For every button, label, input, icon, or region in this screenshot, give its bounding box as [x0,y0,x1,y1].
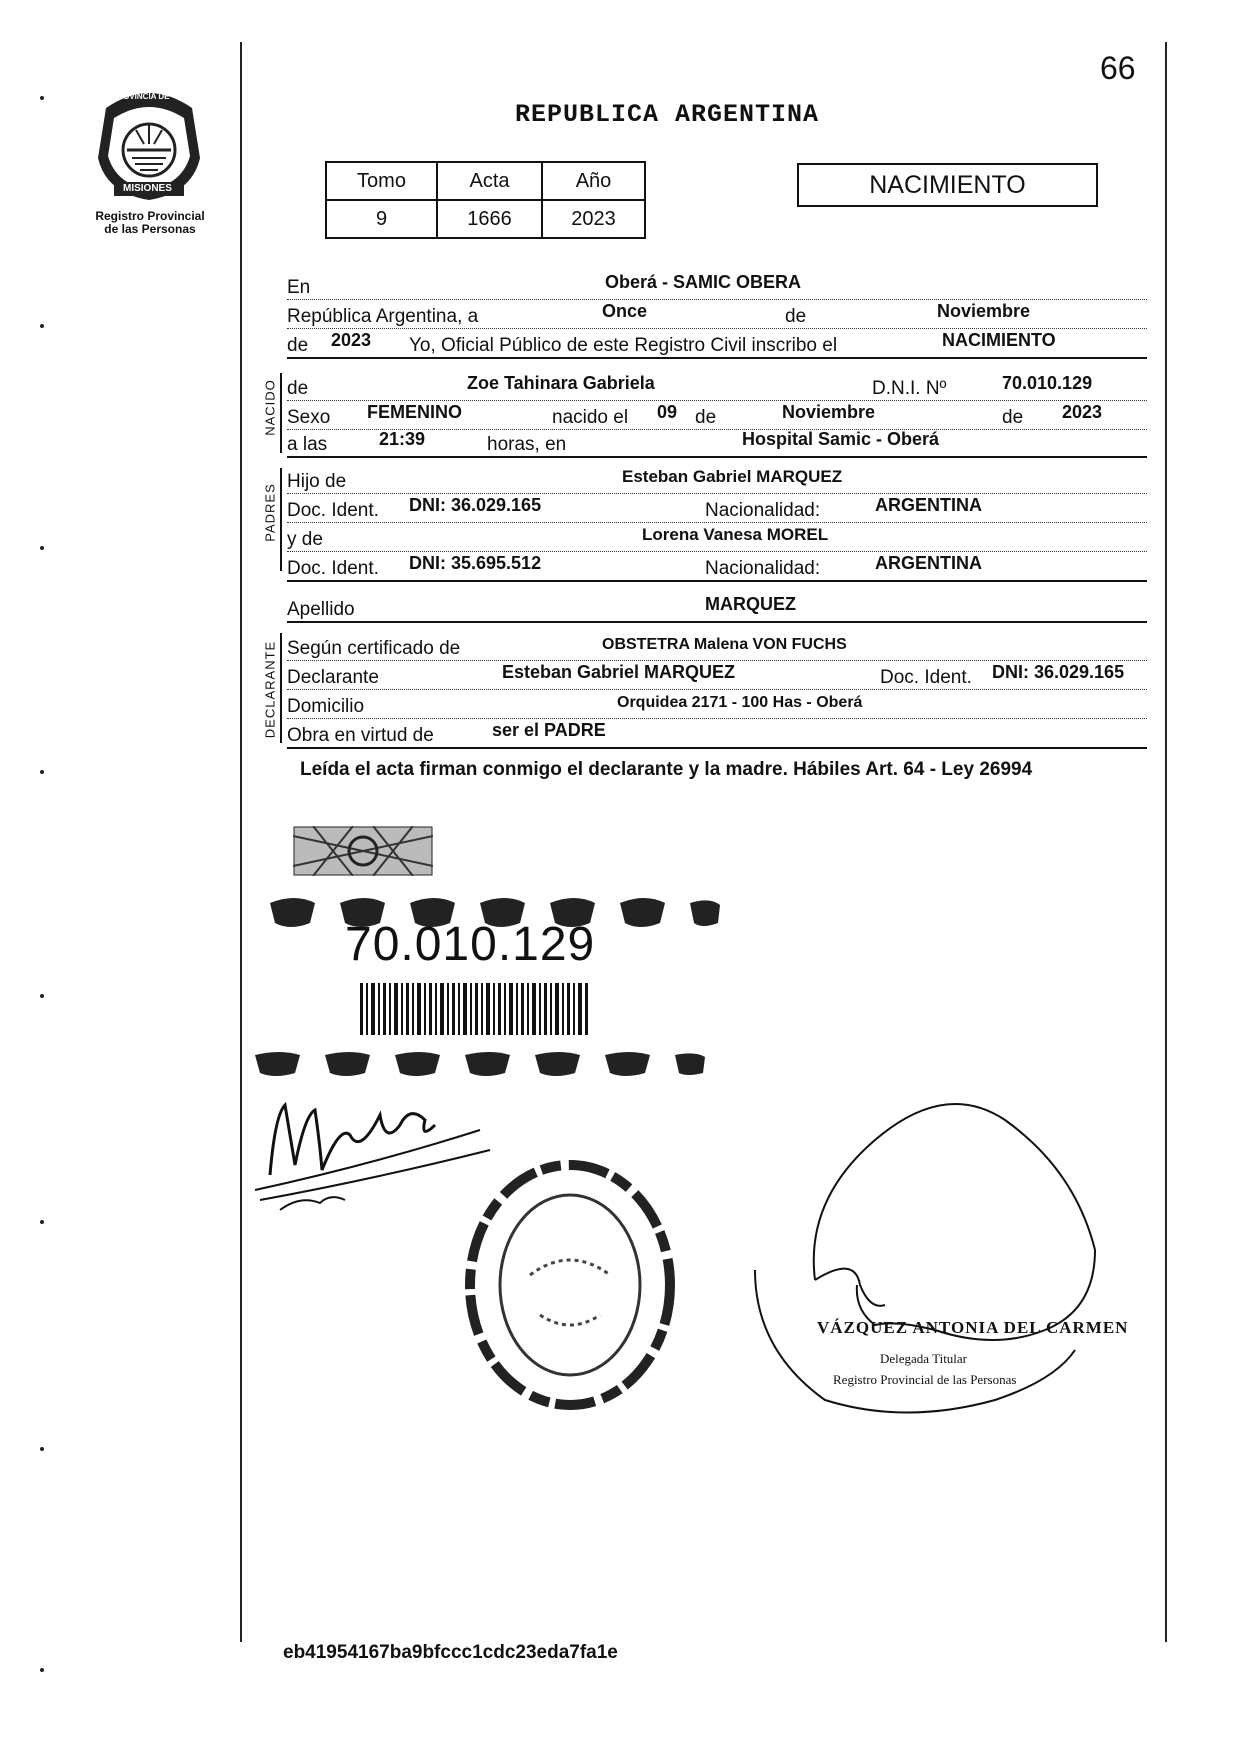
month-value: Noviembre [937,301,1031,321]
hijo-label: Hijo de [287,471,347,492]
nacido-bracket [280,373,282,453]
binder-dot [40,324,44,328]
child-name-value: Zoe Tahinara Gabriela [467,373,655,393]
nacido-de3-label: de [1002,407,1024,428]
virtue-value: ser el PADRE [492,720,606,740]
row-apellido [287,593,1147,623]
apellido-label: Apellido [287,599,355,620]
sexo-value: FEMENINO [367,402,463,422]
a-las-label: a las [287,434,328,455]
barcode [360,983,592,1035]
record-value: NACIMIENTO [942,330,1056,350]
binder-dot [40,1447,44,1451]
registry-caption-line2: de las Personas [104,222,196,236]
row-certificado [287,632,1147,661]
en-label: En [287,277,311,298]
nacido-el-label: nacido el [552,407,629,428]
apellido-value: MARQUEZ [705,594,796,614]
father-nationality-value: ARGENTINA [875,495,982,515]
declarante-value: Esteban Gabriel MARQUEZ [502,662,736,682]
declarante-label: Declarante [287,667,379,688]
father-doc-label: Doc. Ident. [287,500,379,521]
cert-label: Según certificado de [287,638,461,659]
row-padre-doc [287,494,1147,523]
row-virtud [287,719,1147,749]
page-number: 66 [1100,50,1136,86]
declarante-section-label: DECLARANTE [262,640,278,739]
father-doc-value: DNI: 36.029.165 [409,495,542,515]
place-value: Oberá - SAMIC OBERA [605,272,802,292]
left-margin-line [240,42,242,1642]
domicilio-label: Domicilio [287,696,365,717]
day-word-value: Once [602,301,648,321]
binder-dot [40,96,44,100]
record-type-box: NACIMIENTO [797,163,1098,207]
binder-dot [40,1668,44,1672]
mother-doc-value: DNI: 35.695.512 [409,553,542,573]
birth-month-value: Noviembre [782,402,876,422]
declarante-doc-value: DNI: 36.029.165 [992,662,1125,682]
row-madre-doc [287,552,1147,582]
row-nacido-name [287,372,1147,401]
header-ano: Año [542,162,645,200]
declarante-bracket [280,633,282,743]
binder-dot [40,770,44,774]
row-hora [287,428,1147,458]
logo-bottom-text: MISIONES [123,183,172,194]
year-value: 2023 [331,330,372,350]
row-inscribo [287,329,1147,359]
stamp-office: Registro Provincial de las Personas [833,1372,1017,1387]
mother-doc-label: Doc. Ident. [287,558,379,579]
stamp-official-role: Delegada Titular [880,1351,968,1366]
value-tomo: 9 [326,200,437,238]
security-hologram [293,826,433,876]
binder-dot [40,546,44,550]
registry-caption [80,210,220,236]
binder-dot [40,1220,44,1224]
de-label: de [785,306,807,327]
cert-value: OBSTETRA Malena VON FUCHS [602,636,847,653]
stamp-official-name: VÁZQUEZ ANTONIA DEL CARMEN [817,1318,1129,1337]
mother-value: Lorena Vanesa MOREL [642,525,829,544]
nacido-section-label: NACIDO [262,379,278,436]
horas-label: horas, en [487,434,567,455]
declarante-doc-label: Doc. Ident. [880,667,972,688]
sexo-label: Sexo [287,407,331,428]
time-value: 21:39 [379,429,426,449]
row-declarante [287,661,1147,690]
birth-day-value: 09 [657,402,678,422]
obra-label: Obra en virtud de [287,725,434,746]
registry-table [325,161,646,239]
binder-dot [40,994,44,998]
header-acta: Acta [437,162,542,200]
mother-nationality-value: ARGENTINA [875,553,982,573]
address-value: Orquidea 2171 - 100 Has - Oberá [617,694,863,711]
row-domicilio [287,690,1147,719]
closing-text: Leída el acta firman conmigo el declarante y la madre. Hábiles Art. 64 - Ley 26994 [300,759,1033,780]
document-hash: eb41954167ba9bfccc1cdc23eda7fa1e [283,1642,618,1663]
father-value: Esteban Gabriel MARQUEZ [622,467,843,486]
value-ano: 2023 [542,200,645,238]
row-padre [287,465,1147,494]
logo-top-text: PROVINCIA DE [112,92,170,101]
nacido-de-label: de [287,378,309,399]
right-margin-line [1165,42,1167,1642]
official-text: Yo, Oficial Público de este Registro Civil inscribo el [409,335,838,356]
birth-year-value: 2023 [1062,402,1103,422]
nacido-de2-label: de [695,407,717,428]
row-madre [287,523,1147,552]
value-acta: 1666 [437,200,542,238]
registry-caption-line1: Registro Provincial [95,209,205,223]
row-sexo [287,401,1147,430]
country-title: REPUBLICA ARGENTINA [515,100,820,129]
official-round-seal [460,1155,680,1415]
padres-bracket [280,468,282,571]
father-nac-label: Nacionalidad: [705,500,821,521]
padres-section-label: PADRES [262,483,278,542]
registry-table-value-row [326,200,645,238]
child-dni-value: 70.010.129 [1002,373,1093,393]
mother-nac-label: Nacionalidad: [705,558,821,579]
republic-label: República Argentina, a [287,306,479,327]
row-en [287,271,1147,300]
header-tomo: Tomo [326,162,437,200]
registry-table-header-row [326,162,645,200]
birth-place-value: Hospital Samic - Oberá [742,429,940,449]
dni-label-large: 70.010.129 [345,918,596,971]
dni-label: D.N.I. Nº [872,378,947,399]
y-de-label: y de [287,529,323,550]
de-year-label: de [287,335,309,356]
row-republica [287,300,1147,329]
